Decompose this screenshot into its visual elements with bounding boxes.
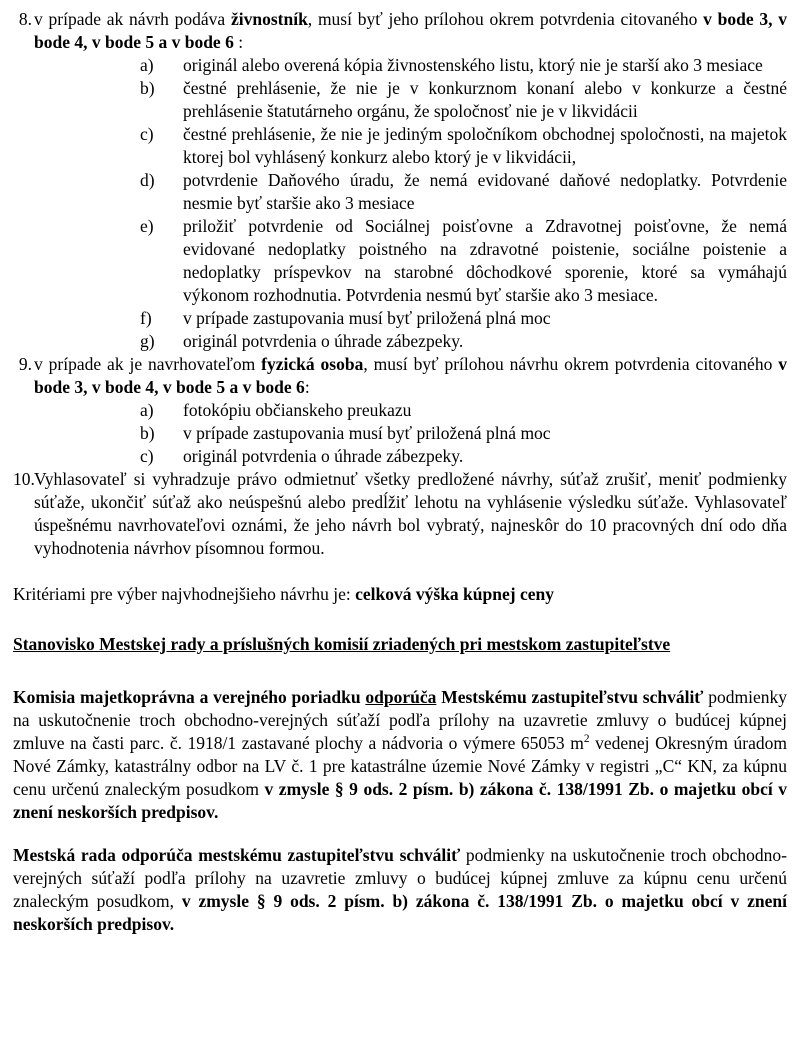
sub-item-text: čestné prehlásenie, že nie je v konkurznom konaní alebo v konkurze a čestné prehlásenie štatutárneho orgánu, že spoločnosť nie je v likvidácii bbox=[183, 78, 787, 121]
sub-item-text: fotokópiu občianskeho preukazu bbox=[183, 400, 412, 420]
sub-item-text: potvrdenie Daňového úradu, že nemá evidované daňové nedoplatky. Potvrdenie nesmie byť staršie ako 3 mesiace bbox=[183, 170, 787, 213]
item-text: v prípade ak návrh podáva živnostník, musí byť jeho prílohou okrem potvrdenia citovaného v bode 3, v bode 4, v bode 5 a v bode 6 : bbox=[34, 9, 788, 52]
sub-item-text: v prípade zastupovania musí byť priložená plná moc bbox=[183, 308, 551, 328]
sub-item-letter: a) bbox=[140, 400, 154, 420]
sub-item-text: priložiť potvrdenie od Sociálnej poisťovne a Zdravotnej poisťovne, že nemá evidované nedoplatky poistného na zdravotné poistenie, sociálne poistenie a nedoplatky príspevkov na starobné dôchodkové sporenie, ktoré sa vymáhajú výkonom rozhodnutia. Potvrdenia nesmú byť staršie ako 3 mesiace. bbox=[183, 216, 787, 305]
sub-item-letter: c) bbox=[140, 124, 154, 144]
sub-item-letter: e) bbox=[140, 216, 154, 236]
sub-item-letter: c) bbox=[140, 446, 154, 466]
sub-item-text: originál potvrdenia o úhrade zábezpeky. bbox=[183, 331, 464, 351]
list-item-8 bbox=[13, 8, 787, 353]
sub-item bbox=[140, 215, 787, 307]
section-heading: Stanovisko Mestskej rady a príslušných komisií zriadených pri mestskom zastupiteľstve bbox=[13, 634, 671, 654]
sub-item bbox=[140, 399, 787, 422]
sub-item-text: v prípade zastupovania musí byť priložená plná moc bbox=[183, 423, 551, 443]
sub-item-text: originál alebo overená kópia živnostenského listu, ktorý nie je starší ako 3 mesiace bbox=[183, 55, 763, 75]
item-text: v prípade ak je navrhovateľom fyzická osoba, musí byť prílohou návrhu okrem potvrdenia citovaného v bode 3, v bode 4, v bode 5 a v bode 6: bbox=[34, 354, 787, 397]
sub-item bbox=[140, 307, 787, 330]
sub-item-letter: a) bbox=[140, 55, 154, 75]
numbered-list bbox=[13, 8, 787, 560]
sub-item-text: originál potvrdenia o úhrade zábezpeky. bbox=[183, 446, 464, 466]
list-item-10 bbox=[13, 468, 787, 560]
paragraph-komisia: Komisia majetkoprávna a verejného poriadku odporúča Mestskému zastupiteľstvu schváliť podmienky na uskutočnenie troch obchodno-verejných súťaží podľa prílohy na uzavretie zmluvy o budúcej kúpnej zmluve na časti parc. č. 1918/1 zastavané plochy a nádvoria o výmere 65053 $m^2$ vedenej Okresným úradom Nové Zámky, katastrálny odbor na LV č. 1 pre katastrálne územie Nové Zámky v registri „C“ KN, za kúpnu cenu určenú znaleckým posudkom v zmysle § 9 ods. 2 písm. b) zákona č. 138/1991 Zb. o majetku obcí v znení neskorších predpisov. bbox=[13, 687, 787, 822]
item-number: 8. bbox=[18, 9, 32, 29]
sub-item-letter: f) bbox=[140, 308, 152, 328]
sub-item-letter: d) bbox=[140, 170, 155, 190]
sub-item-letter: b) bbox=[140, 78, 155, 98]
sub-item bbox=[140, 330, 787, 353]
sub-item bbox=[140, 422, 787, 445]
item-number: 9. bbox=[18, 354, 32, 374]
item-text: Vyhlasovateľ si vyhradzuje právo odmietnuť všetky predložené návrhy, súťaž zrušiť, meniť podmienky súťaže, ukončiť súťaž ako neúspešnú alebo predĺžiť lehotu na vyhlásenie výsledku súťaže. Vyhlasovateľ úspešnému navrhovateľovi oznámi, že jeho návrh bol vybratý, najneskôr do 10 pracovných dní odo dňa vyhodnotenia návrhov písomnou formou. bbox=[34, 469, 787, 558]
sub-item-letter: g) bbox=[140, 331, 155, 351]
sub-item bbox=[140, 169, 787, 215]
list-item-9 bbox=[13, 353, 787, 468]
sub-item bbox=[140, 445, 787, 468]
paragraph-mestska-rada: Mestská rada odporúča mestskému zastupiteľstvu schváliť podmienky na uskutočnenie troch obchodno-verejných súťaží podľa prílohy na uzavretie zmluvy o budúcej kúpnej zmluve za kúpnu cenu určenú znaleckým posudkom, v zmysle § 9 ods. 2 písm. b) zákona č. 138/1991 Zb. o majetku obcí v znení neskorších predpisov. bbox=[13, 845, 788, 934]
sub-item bbox=[140, 54, 787, 77]
sub-item bbox=[140, 123, 787, 169]
sub-item-letter: b) bbox=[140, 423, 155, 443]
criteria-line: Kritériami pre výber najvhodnejšieho návrhu je: celková výška kúpnej ceny bbox=[13, 584, 554, 604]
letter-sub-list bbox=[140, 399, 787, 468]
sub-item-text: čestné prehlásenie, že nie je jediným spoločníkom obchodnej spoločnosti, na majetok ktorej bol vyhlásený konkurz alebo ktorý je v likvidácii, bbox=[183, 124, 787, 167]
sub-item bbox=[140, 77, 787, 123]
letter-sub-list bbox=[140, 54, 787, 353]
item-number: 10. bbox=[13, 469, 35, 489]
